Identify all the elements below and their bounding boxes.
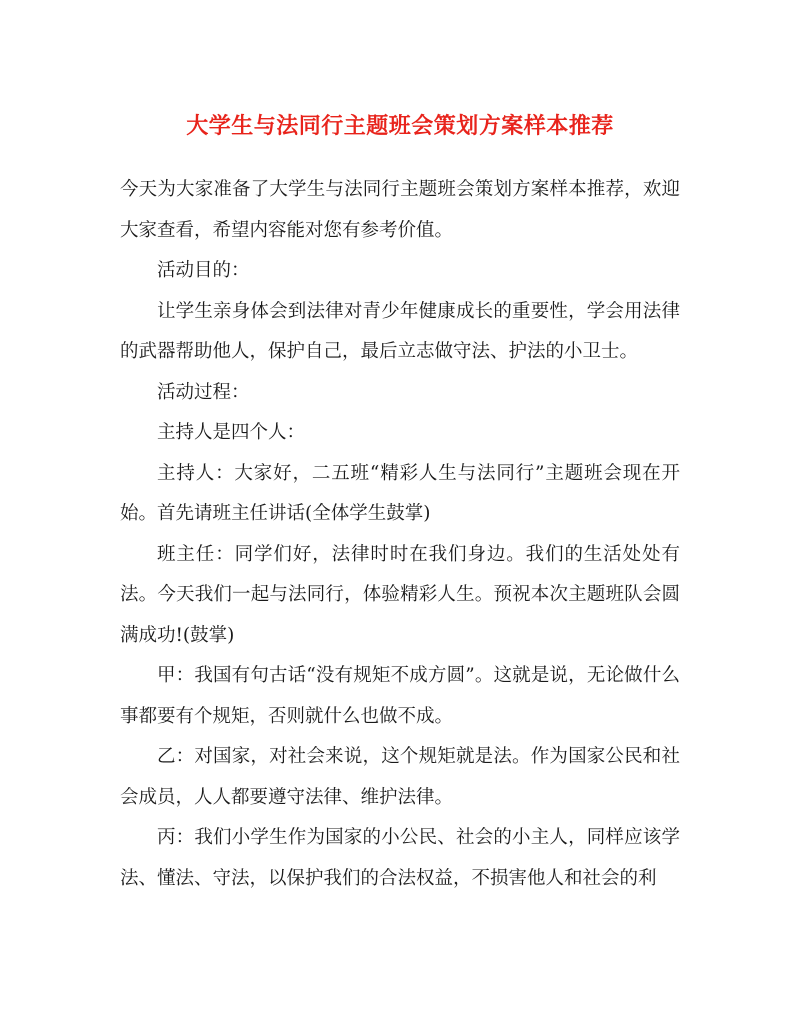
- paragraph-purpose-heading: 活动目的：: [157, 260, 250, 281]
- paragraph-hosts: 主持人是四个人：: [157, 422, 306, 443]
- paragraph-host-opening: 主持人：大家好，二五班“精彩人生与法同行”主题班会现在开始。首先请班主任讲话(全体学生鼓掌): [120, 462, 680, 524]
- document-body: [120, 170, 680, 899]
- paragraph-speaker-a: 甲：我国有句古话“没有规矩不成方圆”。这就是说，无论做什么事都要有个规矩，否则就什么也做不成。: [120, 665, 680, 727]
- document-title: 大学生与法同行主题班会策划方案样本推荐: [186, 113, 614, 139]
- paragraph-speaker-c: 丙：我们小学生作为国家的小公民、社会的小主人，同样应该学法、懂法、守法，以保护我们的合法权益，不损害他人和社会的利: [120, 827, 680, 889]
- paragraph-purpose: 让学生亲身体会到法律对青少年健康成长的重要性，学会用法律的武器帮助他人，保护自己，最后立志做守法、护法的小卫士。: [120, 300, 680, 362]
- paragraph-intro: 今天为大家准备了大学生与法同行主题班会策划方案样本推荐，欢迎大家查看，希望内容能对您有参考价值。: [120, 179, 680, 241]
- paragraph-speaker-b: 乙：对国家，对社会来说，这个规矩就是法。作为国家公民和社会成员，人人都要遵守法律、维护法律。: [120, 746, 680, 808]
- paragraph-process-heading: 活动过程：: [157, 381, 250, 403]
- paragraph-teacher: 班主任：同学们好，法律时时在我们身边。我们的生活处处有法。今天我们一起与法同行，体验精彩人生。预祝本次主题班队会圆满成功!(鼓掌): [120, 543, 680, 646]
